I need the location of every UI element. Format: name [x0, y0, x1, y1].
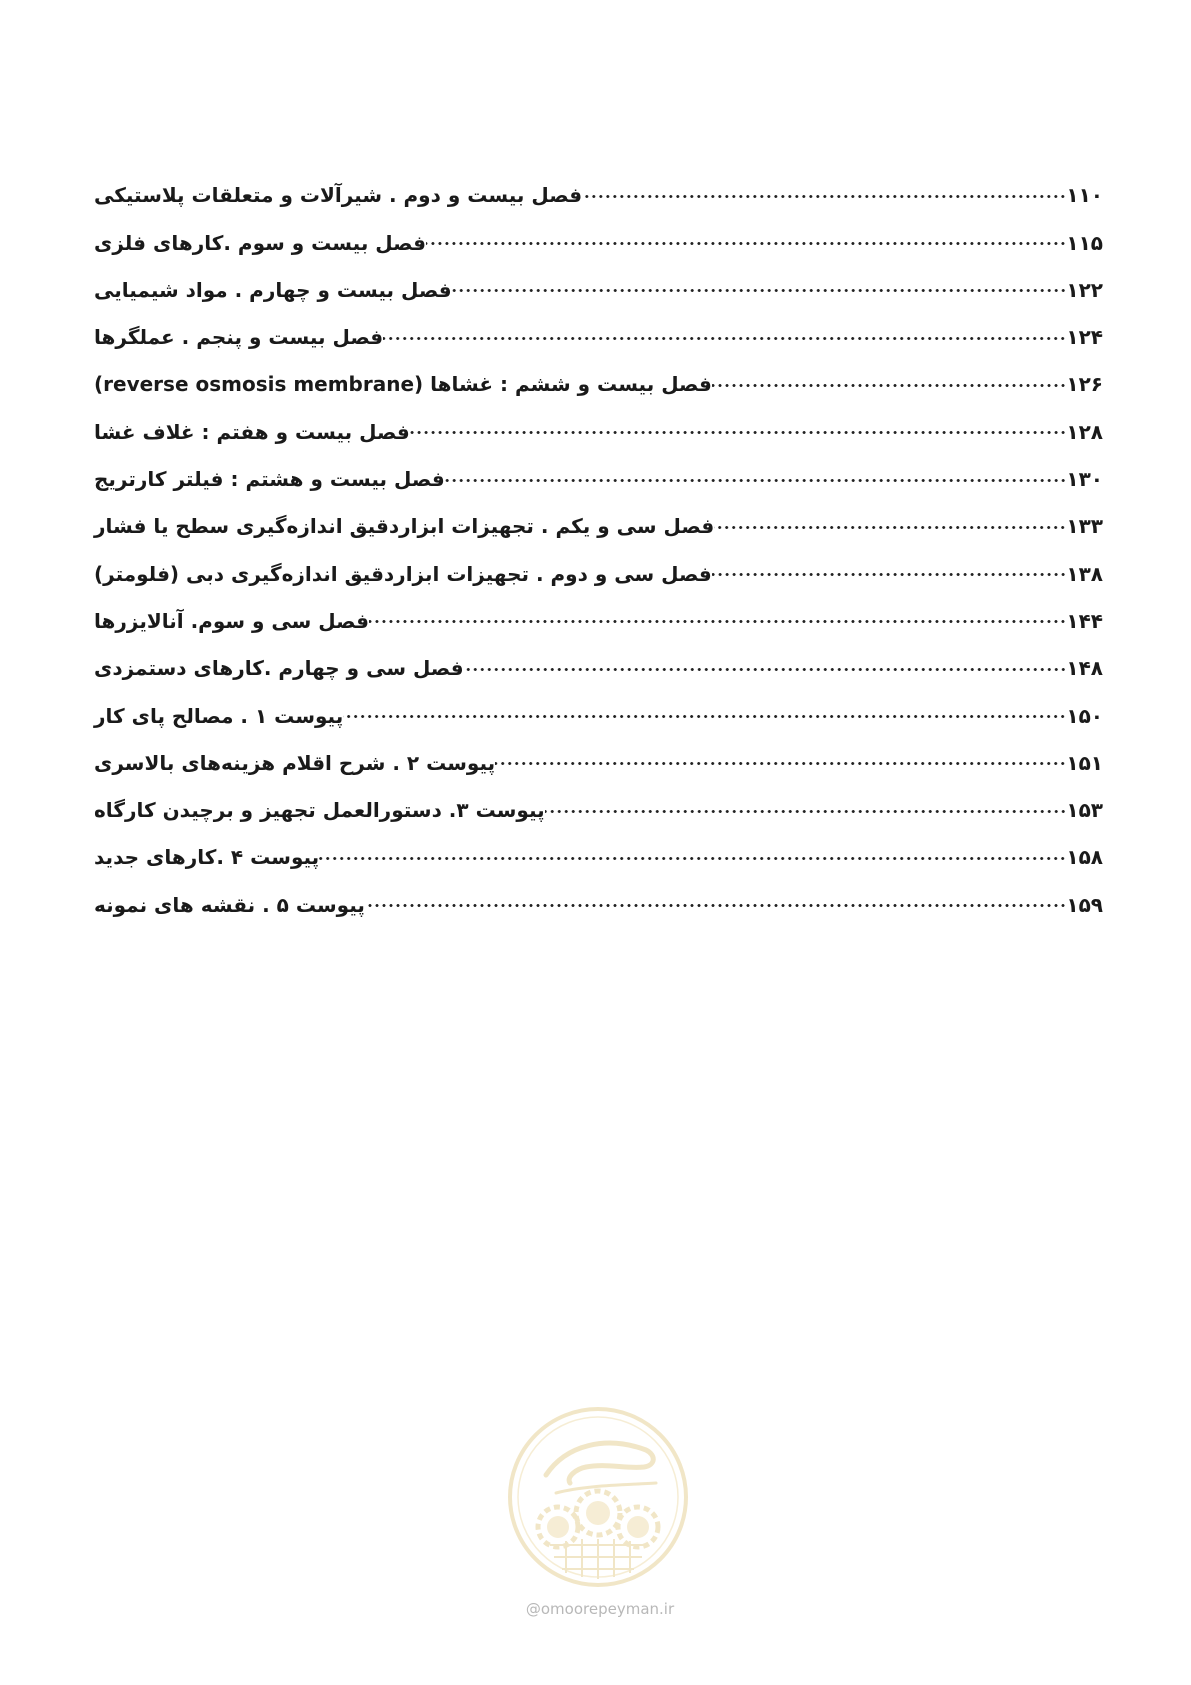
toc-entry-page: ۱۵۸ [1066, 845, 1103, 870]
toc-entry-page: ۱۵۰ [1066, 703, 1103, 728]
toc-entry-title: پیوست ۵ . نقشه های نمونه [94, 892, 365, 917]
toc-entry [88, 255, 1111, 302]
toc-entry-page: ۱۴۸ [1066, 656, 1103, 681]
toc-entry [88, 869, 1111, 916]
toc-leader-dots [319, 853, 1066, 863]
toc-entry-page: ۱۳۳ [1066, 514, 1103, 539]
toc-entry-page: ۱۵۱ [1066, 750, 1103, 775]
toc-leader-dots [410, 428, 1067, 438]
toc-entry-title: فصل سی و یکم . تجهیزات ابزاردقیق اندازه‌گیری سطح یا فشار [94, 514, 715, 539]
toc-entry-page: ۱۳۰ [1066, 467, 1103, 492]
toc-entry-title: پیوست ۳. دستورالعمل تجهیز و برچیدن کارگاه [94, 798, 545, 823]
toc-entry-page: ۱۲۲ [1066, 277, 1103, 302]
toc-leader-dots [714, 522, 1066, 532]
toc-entry-title: فصل بیست و دوم . شیرآلات و متعلقات پلاستیکی [94, 183, 583, 208]
toc-leader-dots [582, 191, 1066, 201]
toc-leader-dots [445, 475, 1067, 485]
toc-entry-title: فصل بیست و پنجم . عملگرها [94, 325, 384, 350]
toc-entry [88, 302, 1111, 349]
toc-leader-dots [712, 570, 1067, 580]
toc-entry-page: ۱۳۸ [1066, 561, 1103, 586]
toc-entry [88, 538, 1111, 585]
toc-entry-page: ۱۴۴ [1066, 608, 1103, 633]
toc-entry-title: فصل سی و چهارم .کارهای دستمزدی [94, 656, 464, 681]
toc-entry [88, 822, 1111, 869]
toc-leader-dots [452, 286, 1067, 296]
toc-entry [88, 207, 1111, 254]
toc-entry [88, 160, 1111, 207]
toc-entry-title: فصل بیست و سوم .کارهای فلزی [94, 230, 426, 255]
toc-entry-title: فصل سی و سوم. آنالایزرها [94, 608, 369, 633]
toc-entry-title: فصل بیست و هفتم : غلاف غشا [94, 419, 410, 444]
toc-leader-dots [426, 239, 1066, 249]
toc-leader-dots [712, 380, 1067, 390]
watermark-logo-icon [506, 1405, 690, 1589]
toc-entry-title: پیوست ۱ . مصالح پای کار [94, 703, 344, 728]
toc-leader-dots [464, 664, 1067, 674]
toc-leader-dots [369, 617, 1066, 627]
toc-leader-dots [343, 712, 1066, 722]
toc-entry [88, 349, 1111, 396]
toc-leader-dots [495, 759, 1066, 769]
toc-entry-page: ۱۵۹ [1066, 892, 1103, 917]
toc-entry-page: ۱۲۸ [1066, 419, 1103, 444]
toc-entry-page: ۱۲۶ [1066, 372, 1103, 397]
toc-leader-dots [365, 901, 1067, 911]
toc-entry-title: فصل سی و دوم . تجهیزات ابزاردقیق اندازه‌گیری دبی (فلومتر) [94, 561, 712, 586]
toc-entry [88, 728, 1111, 775]
toc-entry-title: فصل بیست و چهارم . مواد شیمیایی [94, 277, 452, 302]
toc-entry [88, 633, 1111, 680]
watermark-url: @omoorepeyman.ir [525, 1600, 675, 1618]
toc-entry-page: ۱۱۵ [1066, 230, 1103, 255]
toc-leader-dots [383, 333, 1066, 343]
toc-entry [88, 586, 1111, 633]
toc-entry [88, 680, 1111, 727]
toc-entry-title: پیوست ۲ . شرح اقلام هزینه‌های بالاسری [94, 750, 496, 775]
toc-entry [88, 491, 1111, 538]
toc-entry-title: فصل بیست و هشتم : فیلتر کارتریج [94, 467, 445, 492]
toc-entry-title: فصل بیست و ششم : غشاها (reverse osmosis membrane) [94, 372, 712, 397]
toc-entry-page: ۱۲۴ [1066, 325, 1103, 350]
toc-leader-dots [545, 806, 1067, 816]
toc-entry [88, 444, 1111, 491]
toc-entry-page: ۱۱۰ [1066, 183, 1103, 208]
toc-entry [88, 396, 1111, 443]
table-of-contents [88, 160, 1111, 917]
toc-entry [88, 775, 1111, 822]
toc-entry-title: پیوست ۴ .کارهای جدید [94, 845, 320, 870]
toc-entry-page: ۱۵۳ [1066, 798, 1103, 823]
